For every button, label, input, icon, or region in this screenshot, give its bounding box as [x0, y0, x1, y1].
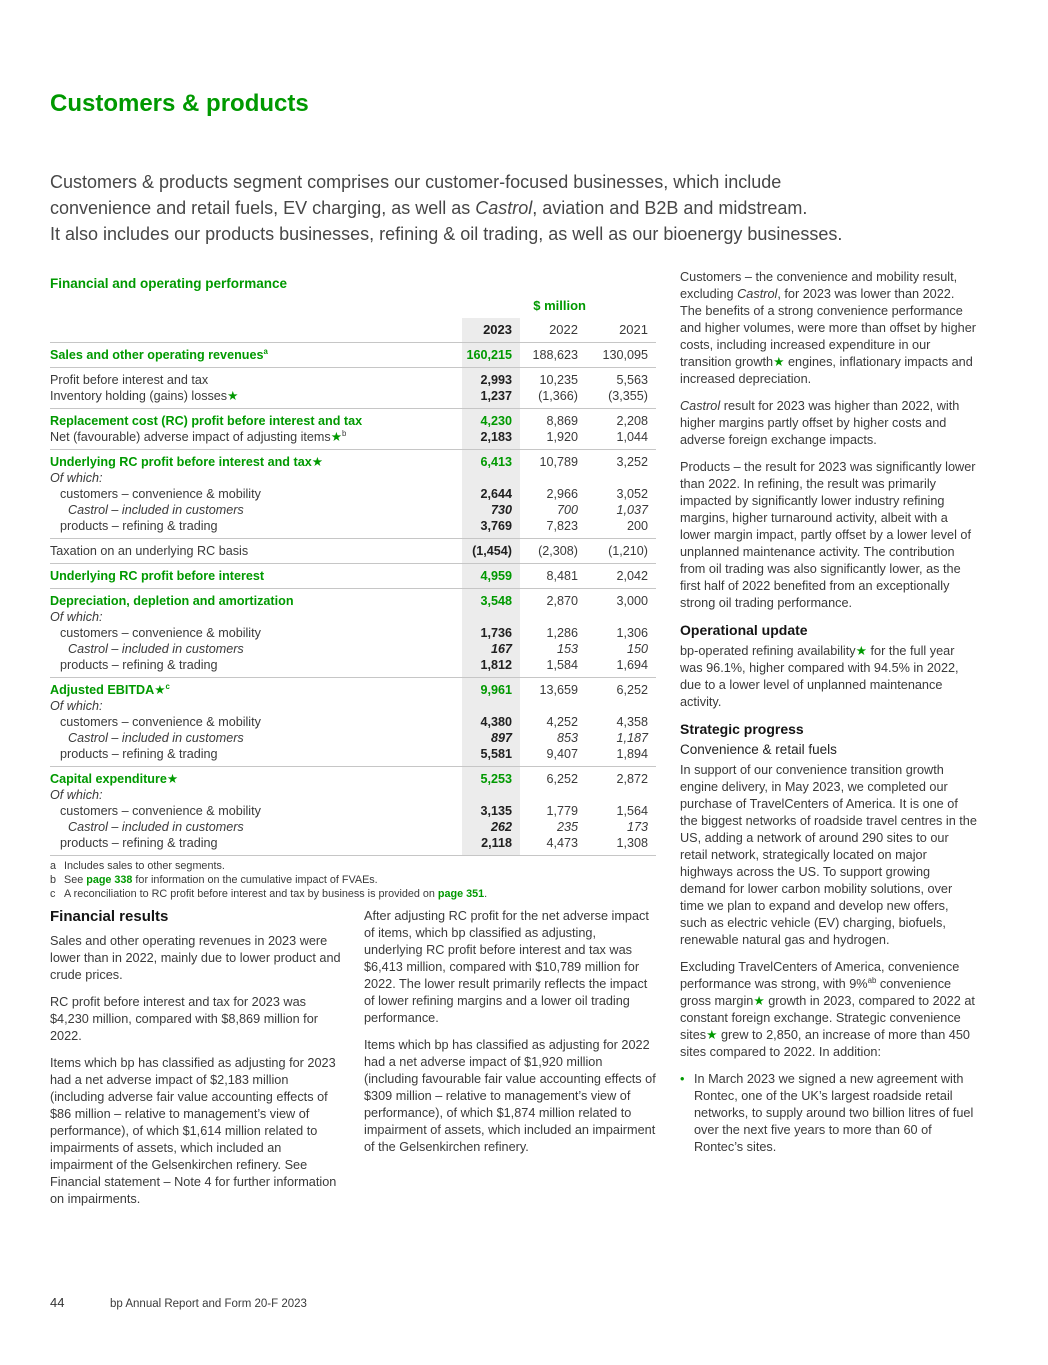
value-2023: 167 [490, 642, 512, 656]
table-body [50, 342, 656, 856]
footnote-marker: b [342, 428, 347, 438]
paragraph [50, 1055, 342, 1208]
text-segment: Items which bp has classified as adjusting for 2022 had a net adverse impact of $1,920 million (including favourable fair value accounting effects of $309 million – relative to management’s view of performance), of which $1,874 million related to impairment of assets, which included an impairment of the Gelsenkirchen refinery. [364, 1038, 656, 1154]
value-2021: 4,358 [616, 715, 648, 729]
value-2021: 2,208 [616, 414, 648, 428]
value-2023: (1,454) [472, 544, 512, 558]
value-2021 [586, 698, 656, 714]
table-section [50, 408, 656, 449]
table-row [50, 543, 656, 559]
value-2021: 3,252 [616, 455, 648, 469]
value-2023 [462, 470, 520, 486]
text-segment: Sales and other operating revenues in 2023 were lower than in 2022, mainly due to lower product and crude prices. [50, 934, 341, 982]
value-2021: 200 [626, 519, 648, 533]
row-label: Adjusted EBITDA★$^c$ [50, 681, 170, 697]
value-2023: 160,215 [466, 348, 512, 362]
commentary-column [680, 269, 977, 1166]
paragraph [680, 762, 977, 949]
value-2022: 153 [556, 642, 578, 656]
text-segment: Castrol [680, 399, 721, 413]
table-row [50, 682, 656, 698]
text-segment: for the full year was 96.1%, higher compared with 94.5% in 2022, due to a lower level of unplanned maintenance activity. [680, 644, 959, 709]
row-label: Of which: [50, 471, 103, 485]
bullet-icon: • [680, 1072, 685, 1086]
value-2021: 1,308 [616, 836, 648, 850]
paragraph [364, 908, 656, 1027]
text-segment: engines, inflationary impacts and increased depreciation. [680, 355, 973, 386]
value-2023: 9,961 [480, 683, 512, 697]
paragraph [364, 1037, 656, 1156]
value-2022: 4,252 [546, 715, 578, 729]
footnote-marker: a [50, 860, 57, 872]
value-2023: 4,380 [480, 715, 512, 729]
text-segment: Castrol [475, 198, 533, 218]
section-heading: Operational update [680, 622, 808, 638]
table-row [50, 470, 656, 486]
text-segment: After adjusting RC profit for the net adverse impact of items, which bp classified as adjusting, underlying RC profit before interest and tax was $6,413 million, compared with $10,789 million for 2022. The lower result primarily reflects the impact of lower refining margins and a lower oil trading performance. [364, 909, 649, 1025]
footnote-marker: b [50, 874, 57, 886]
table-row [50, 593, 656, 609]
row-label: customers – convenience & mobility [60, 715, 261, 729]
footnote-marker: a [263, 346, 268, 356]
value-2022: 4,473 [546, 836, 578, 850]
row-label: products – refining & trading [60, 519, 218, 533]
text-segment: result for 2023 was higher than 2022, with higher margins partly offset by higher costs and adverse foreign exchange impacts. [680, 399, 960, 447]
text-segment: , for 2023 was lower than 2022. The benefits of a strong convenience performance and higher volumes, were more than offset by higher costs, including increased expenditure in our transition growth [680, 287, 976, 369]
row-label: products – refining & trading [60, 658, 218, 672]
value-2021: 3,000 [616, 594, 648, 608]
value-2023: 262 [490, 820, 512, 834]
row-label: Replacement cost (RC) profit before interest and tax [50, 414, 363, 428]
value-2021: 1,894 [616, 747, 648, 761]
glossary-star-icon: ★ [227, 389, 239, 403]
text-segment: convenience and retail fuels, EV charging, as well as [50, 198, 476, 218]
value-2022: 10,235 [539, 373, 578, 387]
glossary-star-icon: ★ [773, 355, 785, 369]
table-row [50, 625, 656, 641]
text-segment: RC profit before interest and tax for 2023 was $4,230 million, compared with $8,869 million for 2022. [50, 995, 318, 1043]
value-2022: 2,870 [546, 594, 578, 608]
row-label: Profit before interest and tax [50, 373, 209, 387]
row-label: Sales and other operating revenues$^a$ [50, 346, 268, 362]
value-2021: 1,187 [616, 731, 648, 745]
value-2023: 2,118 [481, 836, 512, 850]
row-label: customers – convenience & mobility [60, 626, 261, 640]
column-header-2021: 2021 [619, 322, 648, 337]
footnote [50, 860, 656, 873]
page-number: 44 [50, 1295, 65, 1310]
table-section [50, 367, 656, 408]
table-row [50, 835, 656, 851]
table-column-headers [50, 318, 656, 342]
financial-table [50, 298, 656, 856]
paragraph [680, 269, 977, 388]
glossary-star-icon: ★ [706, 1028, 718, 1042]
paragraph [50, 994, 342, 1045]
column-header-2022: 2022 [549, 322, 578, 337]
text-segment: Excluding TravelCenters of America, convenience performance was strong, with 9% [680, 960, 960, 991]
value-2021: 1,564 [616, 804, 648, 818]
text-segment: It also includes our products businesses, refining & oil trading, as well as our bioenergy businesses. [50, 224, 843, 244]
text-segment: growth in 2023, compared to 2022 at constant foreign exchange. Strategic convenience sites [680, 994, 975, 1042]
value-2022: 235 [556, 820, 578, 834]
row-label: Taxation on an underlying RC basis [50, 544, 249, 558]
table-row [50, 730, 656, 746]
value-2023: 3,135 [480, 804, 512, 818]
glossary-star-icon: ★ [330, 430, 342, 444]
row-label: customers – convenience & mobility [60, 487, 261, 501]
bullet-item [680, 1071, 977, 1156]
table-heading: Financial and operating performance [50, 276, 288, 291]
table-section [50, 766, 656, 856]
text-segment: Includes sales to other segments. [64, 860, 225, 872]
footnote [50, 888, 656, 901]
value-2023 [462, 609, 520, 625]
table-section [50, 449, 656, 538]
table-row [50, 429, 656, 445]
value-2022: 13,659 [539, 683, 578, 697]
value-2021 [586, 787, 656, 803]
value-2021: (1,210) [608, 544, 648, 558]
value-2021: 2,042 [616, 569, 648, 583]
text-segment: Customers & products segment comprises our customer-focused businesses, which include [50, 172, 782, 192]
row-label: Of which: [50, 788, 103, 802]
text-segment: for information on the cumulative impact of FVAEs. [132, 874, 378, 886]
text-segment: convenience gross margin [680, 977, 952, 1008]
table-row [50, 372, 656, 388]
table-row [50, 347, 656, 363]
row-label: Capital expenditure★ [50, 772, 179, 786]
value-2022 [520, 698, 586, 714]
page-footer [50, 1295, 307, 1310]
row-label: Castrol – included in customers [68, 731, 244, 745]
value-2022: 1,286 [546, 626, 578, 640]
table-row [50, 568, 656, 584]
value-2021: (3,355) [608, 389, 648, 403]
section-heading: Convenience & retail fuels [680, 742, 837, 757]
value-2022: 1,584 [546, 658, 578, 672]
column-header-2023: 2023 [483, 322, 512, 337]
value-2023: 5,253 [480, 772, 512, 786]
table-row [50, 518, 656, 534]
footnote-marker: c [50, 888, 56, 900]
value-2023: 1,812 [480, 658, 512, 672]
table-footnotes [50, 860, 656, 902]
table-section [50, 588, 656, 677]
table-row [50, 714, 656, 730]
table-row [50, 803, 656, 819]
bullet-text [694, 1071, 977, 1156]
value-2022 [520, 470, 586, 486]
page-title: Customers & products [50, 90, 309, 117]
intro-paragraph [50, 169, 1000, 247]
table-row [50, 502, 656, 518]
row-label: products – refining & trading [60, 836, 218, 850]
table-row [50, 454, 656, 470]
row-label: Castrol – included in customers [68, 820, 244, 834]
text-segment: , aviation and B2B and midstream. [532, 198, 808, 218]
table-row [50, 771, 656, 787]
row-label: products – refining & trading [60, 747, 218, 761]
value-2021: 2,872 [616, 772, 648, 786]
page-link[interactable]: page 338 [86, 874, 133, 886]
table-section [50, 342, 656, 367]
value-2021: 1,306 [616, 626, 648, 640]
value-2022: 853 [556, 731, 578, 745]
value-2023: 4,959 [480, 569, 512, 583]
table-row [50, 787, 656, 803]
row-label: Underlying RC profit before interest [50, 569, 265, 583]
financial-results-continued-column [364, 908, 656, 1166]
paragraph [680, 398, 977, 449]
value-2023 [462, 787, 520, 803]
table-unit-label: $ million [533, 298, 586, 313]
value-2022: 1,779 [546, 804, 578, 818]
value-2023: 4,230 [480, 414, 512, 428]
text-segment: Products – the result for 2023 was significantly lower than 2022. In refining, the result was primarily impacted by significantly lower industry refining margins, higher turnaround activity, albeit with a lower margin impact, partly offset by a lower level of unplanned maintenance activity. The contribution from oil trading was also significantly lower, as the first half of 2022 benefited from an exceptionally strong oil trading performance. [680, 460, 976, 610]
table-section [50, 563, 656, 588]
glossary-star-icon: ★ [753, 994, 765, 1008]
value-2021: 6,252 [616, 683, 648, 697]
text-segment: Castrol [737, 287, 778, 301]
table-section [50, 677, 656, 766]
glossary-star-icon: ★ [311, 455, 323, 469]
table-row [50, 413, 656, 429]
glossary-star-icon: ★ [154, 683, 166, 697]
value-2021: 173 [626, 820, 648, 834]
row-label: Underlying RC profit before interest and tax★ [50, 455, 323, 469]
value-2022: 700 [556, 503, 578, 517]
value-2023: 5,581 [480, 747, 512, 761]
table-row [50, 609, 656, 625]
footnote-marker: c [165, 681, 170, 691]
text-segment: In support of our convenience transition growth engine delivery, in May 2023, we completed our purchase of TravelCenters of America. It is one of the biggest networks of roadside travel centres in the US, adding a network of around 290 sites to our retail network, strategically located on major highways across the US. To support growing demand for lower carbon mobility solutions, over time we plan to expand and develop new offers, such as electric vehicle (EV) charging, biofuels, renewable natural gas and hydrogen. [680, 763, 977, 947]
table-row [50, 641, 656, 657]
value-2022: 9,407 [546, 747, 578, 761]
value-2021: 1,044 [616, 430, 648, 444]
footnote-marker: ab [867, 975, 877, 985]
value-2023: 897 [490, 731, 512, 745]
glossary-star-icon: ★ [855, 644, 867, 658]
table-section [50, 538, 656, 563]
text-segment: In March 2023 we signed a new agreement with Rontec, one of the UK’s largest roadside retail networks, to supply around two billion litres of fuel over the next five years to more than 60 of Rontec’s sites. [694, 1072, 974, 1154]
footnote-text [64, 888, 656, 901]
value-2023 [462, 698, 520, 714]
table-row [50, 746, 656, 762]
value-2022: 1,920 [546, 430, 578, 444]
value-2022: (1,366) [538, 389, 578, 403]
row-label: Of which: [50, 610, 103, 624]
text-segment: Items which bp has classified as adjusting for 2023 had a net adverse impact of $2,183 million (including adverse fair value accounting effects of $86 million – relative to management’s view of performance), of which $1,614 million related to impairments of assets, which included an impairment of the Gelsenkirchen refinery. See Financial statement – Note 4 for further information on impairments. [50, 1056, 337, 1206]
value-2023: 1,237 [480, 389, 512, 403]
text-segment: A reconciliation to RC profit before interest and tax by business is provided on [64, 888, 438, 900]
value-2023: 2,644 [480, 487, 512, 501]
text-segment: grew to 2,850, an increase of more than 450 sites compared to 2022. In addition: [680, 1028, 970, 1059]
section-heading: Financial results [50, 908, 169, 925]
table-row [50, 819, 656, 835]
footnote-text [64, 874, 656, 887]
footnote-text [64, 860, 656, 873]
value-2023: 1,736 [480, 626, 512, 640]
row-label: Inventory holding (gains) losses★ [50, 389, 239, 403]
value-2021 [586, 470, 656, 486]
value-2021 [586, 609, 656, 625]
value-2023: 2,183 [480, 430, 512, 444]
row-label: customers – convenience & mobility [60, 804, 261, 818]
row-label: Net (favourable) adverse impact of adjusting items★$^b$ [50, 428, 347, 444]
value-2022: 7,823 [546, 519, 578, 533]
report-title: bp Annual Report and Form 20-F 2023 [110, 1298, 307, 1310]
text-segment: Customers – the convenience and mobility result, excluding [680, 270, 958, 301]
paragraph [680, 959, 977, 1061]
value-2023: 3,548 [480, 594, 512, 608]
value-2022: 6,252 [546, 772, 578, 786]
value-2022 [520, 787, 586, 803]
row-label: Of which: [50, 699, 103, 713]
value-2023: 2,993 [480, 373, 512, 387]
value-2021: 5,563 [616, 373, 648, 387]
value-2021: 1,037 [616, 503, 648, 517]
value-2022: 188,623 [532, 348, 578, 362]
page-link[interactable]: page 351 [437, 888, 485, 900]
table-row [50, 486, 656, 502]
value-2022: 10,789 [539, 455, 578, 469]
value-2021: 150 [626, 642, 648, 656]
value-2021: 3,052 [616, 487, 648, 501]
value-2023: 6,413 [480, 455, 512, 469]
value-2022: 8,481 [546, 569, 578, 583]
value-2022: 8,869 [546, 414, 578, 428]
value-2022 [520, 609, 586, 625]
text-segment: bp-operated refining availability [680, 644, 856, 658]
row-label: Castrol – included in customers [68, 642, 244, 656]
value-2022: (2,308) [538, 544, 578, 558]
footnote [50, 874, 656, 887]
text-segment: . [484, 888, 488, 900]
value-2021: 1,694 [616, 658, 648, 672]
paragraph [50, 933, 342, 984]
row-label: Castrol – included in customers [68, 503, 244, 517]
value-2023: 3,769 [480, 519, 512, 533]
value-2023: 730 [490, 503, 512, 517]
paragraph [680, 459, 977, 612]
financial-results-column [50, 908, 342, 1218]
paragraph [680, 643, 977, 711]
value-2021: 130,095 [602, 348, 648, 362]
table-row [50, 698, 656, 714]
glossary-star-icon: ★ [166, 772, 179, 786]
value-2022: 2,966 [546, 487, 578, 501]
section-heading: Strategic progress [680, 721, 804, 737]
table-row [50, 657, 656, 673]
text-segment: See [64, 874, 87, 886]
table-row [50, 388, 656, 404]
row-label: Depreciation, depletion and amortization [50, 594, 294, 608]
